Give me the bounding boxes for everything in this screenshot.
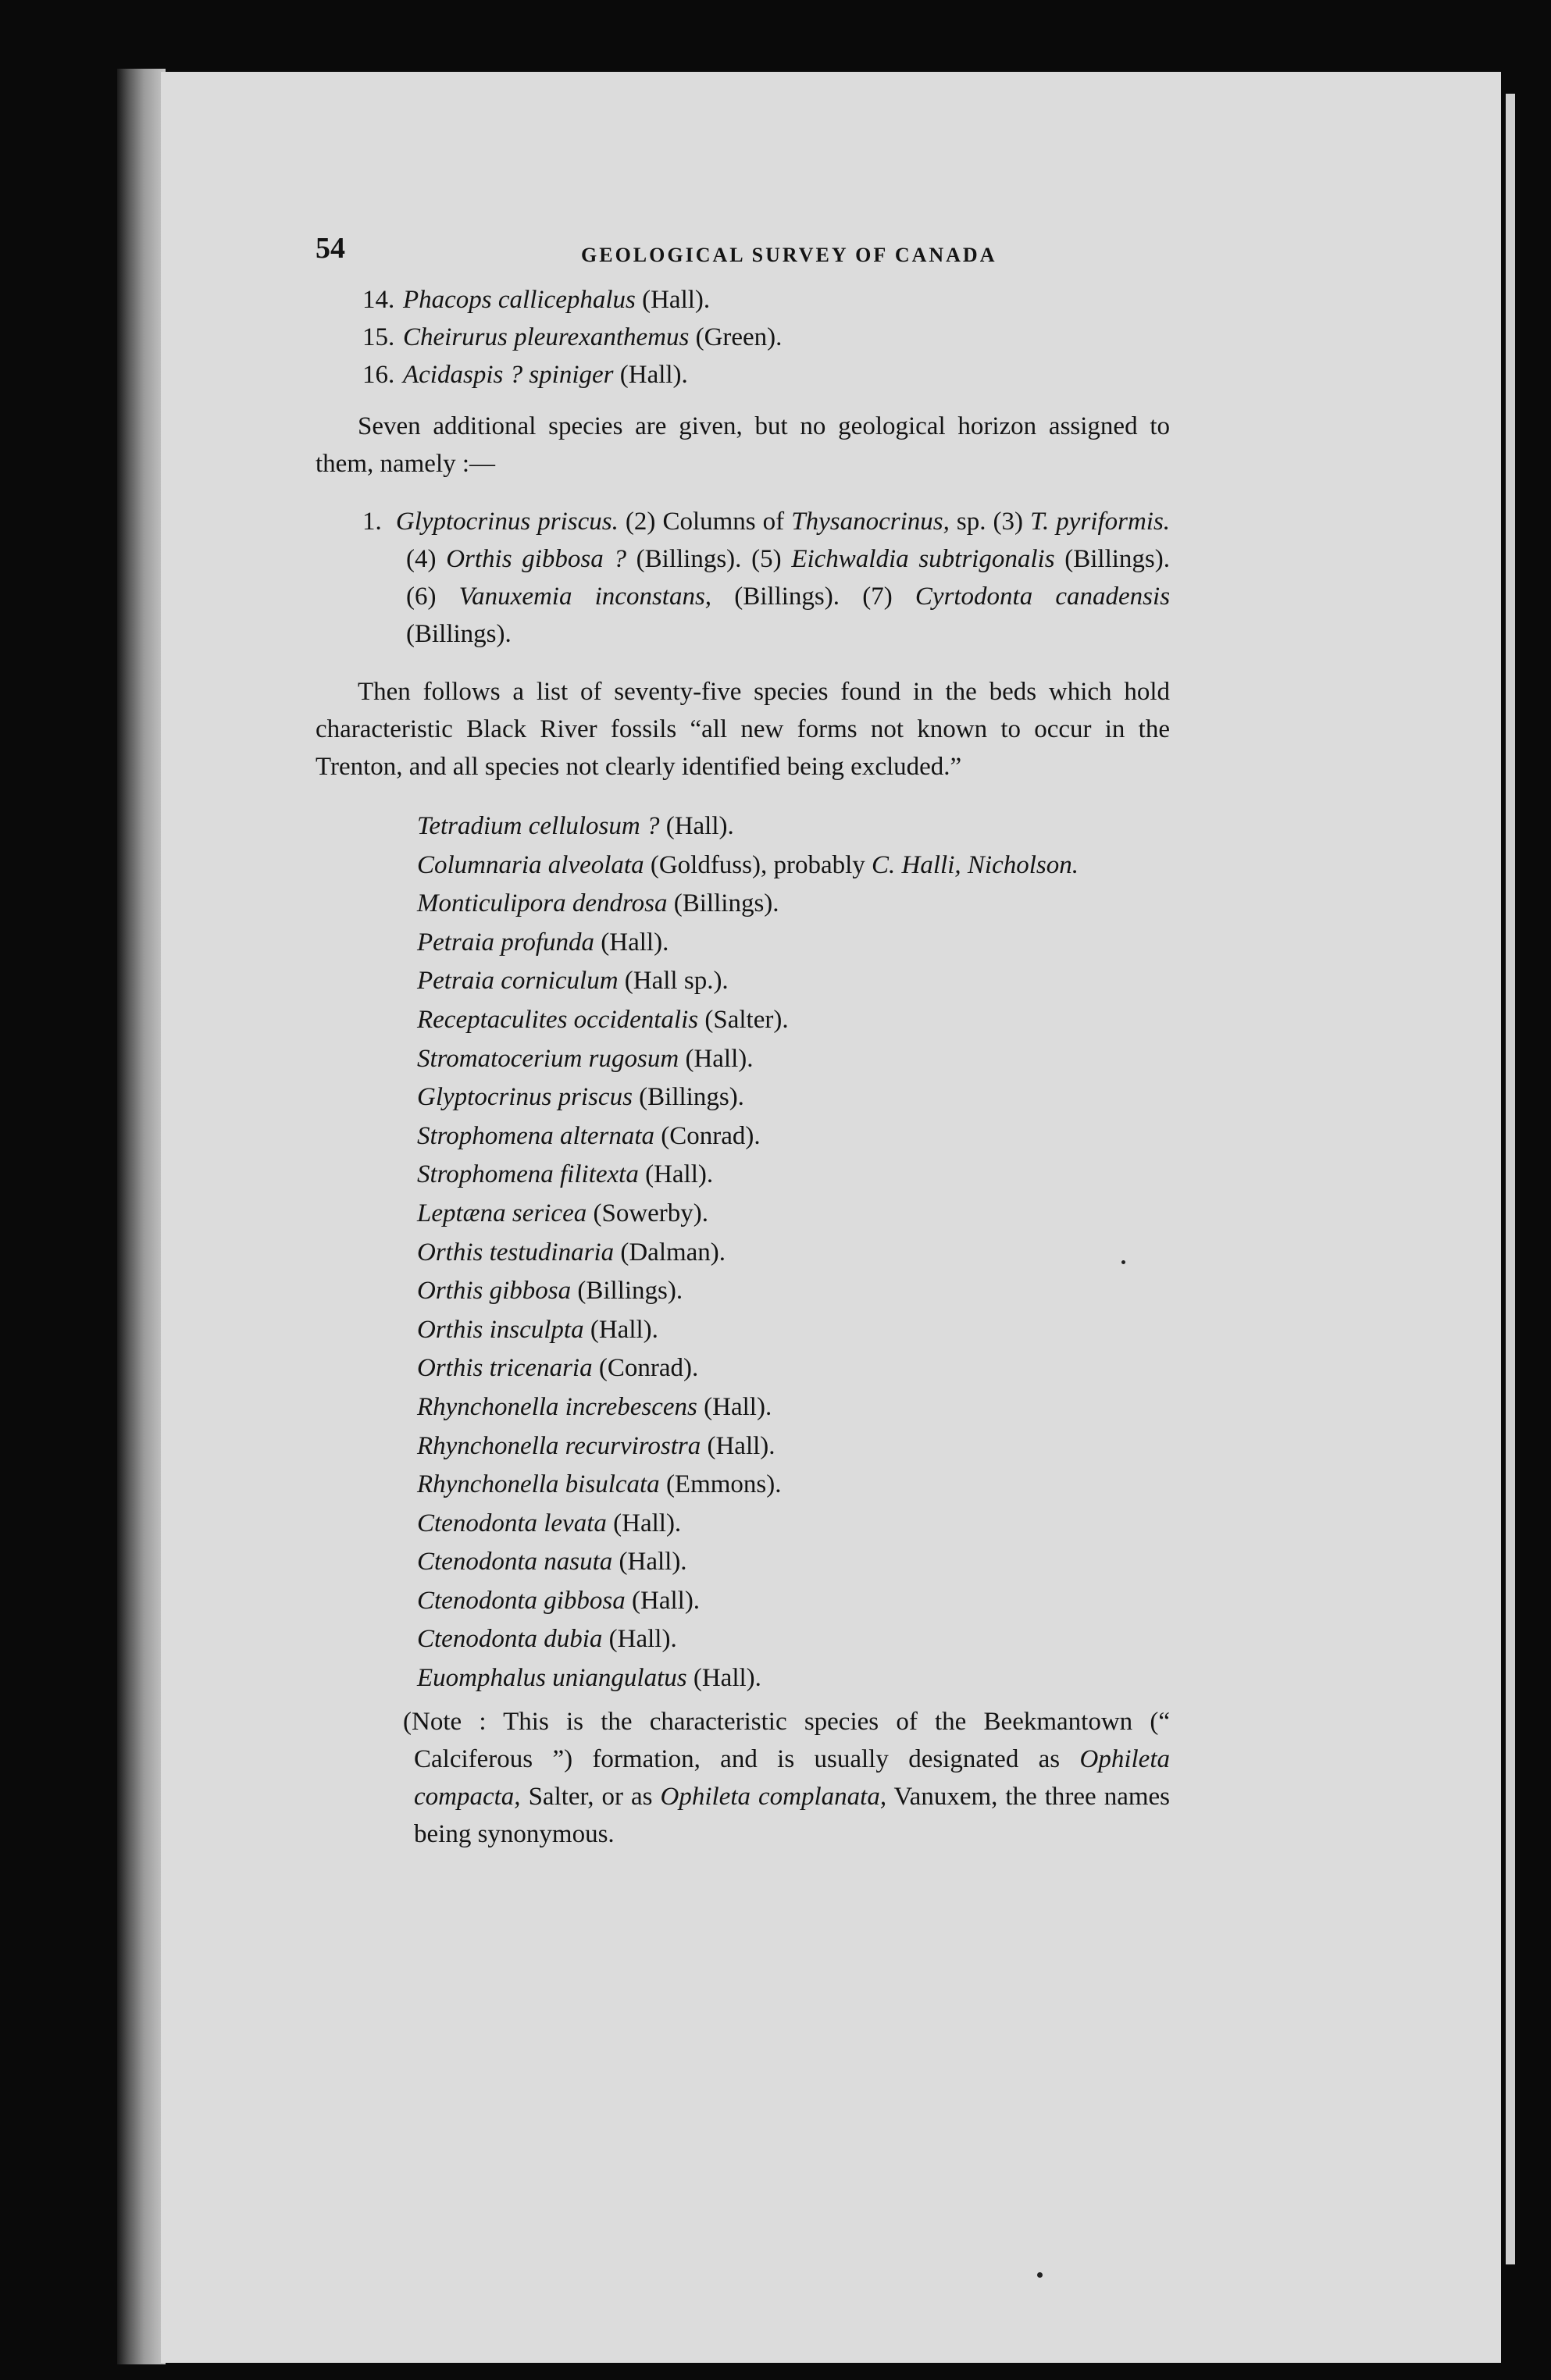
speck-mark [1037, 2272, 1043, 2278]
page-body [316, 281, 1170, 1853]
list-item: Ctenodonta gibbosa (Hall). [417, 1586, 701, 1615]
paragraph-additional-species: Seven additional species are given, but no geological horizon assigned to them, namely :— [316, 412, 1170, 478]
list-item: Orthis testudinaria (Dalman). [417, 1238, 726, 1267]
list-item: Tetradium cellulosum ? (Hall). [417, 812, 734, 840]
list-item: Stromatocerium rugosum (Hall). [417, 1044, 754, 1073]
list-item: Receptaculites occidentalis (Salter). [417, 1005, 789, 1034]
list-item: Rhynchonella recurvirostra (Hall). [417, 1431, 776, 1460]
speck-mark [1121, 1260, 1125, 1264]
list-item: Monticulipora dendrosa (Billings). [417, 889, 779, 918]
running-head: GEOLOGICAL SURVEY OF CANADA [581, 244, 997, 266]
numbered-species-list: 1. Glyptocrinus priscus. (2) Columns of Thysanocrinus, sp. (3) T. pyriformis. (4) Orthis gibbosa ? (Billings). (5) Eichwaldia subtrigonalis (Billings). (6) Vanuxemia inconstans, (Billings). (7) Cyrtodonta canadensis (Billings). [362, 508, 1171, 648]
list-item: 14. Phacops callicephalus (Hall). [362, 286, 711, 314]
list-item: Euomphalus uniangulatus (Hall). [417, 1664, 761, 1693]
page-number: 54 [316, 232, 345, 265]
list-item: Ctenodonta levata (Hall). [417, 1509, 682, 1537]
list-item: 16. Acidaspis ? spiniger (Hall). [362, 361, 688, 389]
list-item: Ctenodonta dubia (Hall). [417, 1625, 677, 1654]
paragraph-black-river-fossils: Then follows a list of seventy-five species found in the beds which hold characteristic Black River fossils “all new forms not known to occur in the Trenton, and all species not clearly identified being excluded.” [316, 678, 1170, 781]
list-item: 15. Cheirurus pleurexanthemus (Green). [362, 323, 783, 351]
list-item: Rhynchonella increbescens (Hall). [417, 1392, 772, 1421]
black-river-species-list [417, 807, 1170, 1698]
list-item: Orthis tricenaria (Conrad). [417, 1354, 699, 1383]
book-binding-shadow [117, 69, 166, 2364]
list-item: Leptæna sericea (Sowerby). [417, 1199, 709, 1227]
page-header [316, 231, 1163, 278]
list-item: Petraia corniculum (Hall sp.). [417, 967, 729, 996]
adjacent-page-edge [1506, 94, 1515, 2264]
list-item: Ctenodonta nasuta (Hall). [417, 1548, 687, 1577]
list-item: Orthis insculpta (Hall). [417, 1315, 658, 1344]
list-item: Orthis gibbosa (Billings). [417, 1277, 683, 1306]
list-item: Rhynchonella bisulcata (Emmons). [417, 1470, 782, 1499]
list-item: Strophomena alternata (Conrad). [417, 1121, 761, 1150]
list-item: Columnaria alveolata (Goldfuss), probably C. Halli, Nicholson. [417, 850, 1079, 879]
list-item: Strophomena filitexta (Hall). [417, 1160, 714, 1189]
note-paragraph: (Note : This is the characteristic species of the Beekmantown (“ Calciferous ”) formation, and is usually designated as Ophileta compacta, Salter, or as Ophileta complanata, Vanuxem, the three names being synonymous. [403, 1707, 1170, 1848]
list-item: Glyptocrinus priscus (Billings). [417, 1083, 744, 1112]
list-item: Petraia profunda (Hall). [417, 928, 669, 957]
trilobite-list [362, 281, 1170, 394]
